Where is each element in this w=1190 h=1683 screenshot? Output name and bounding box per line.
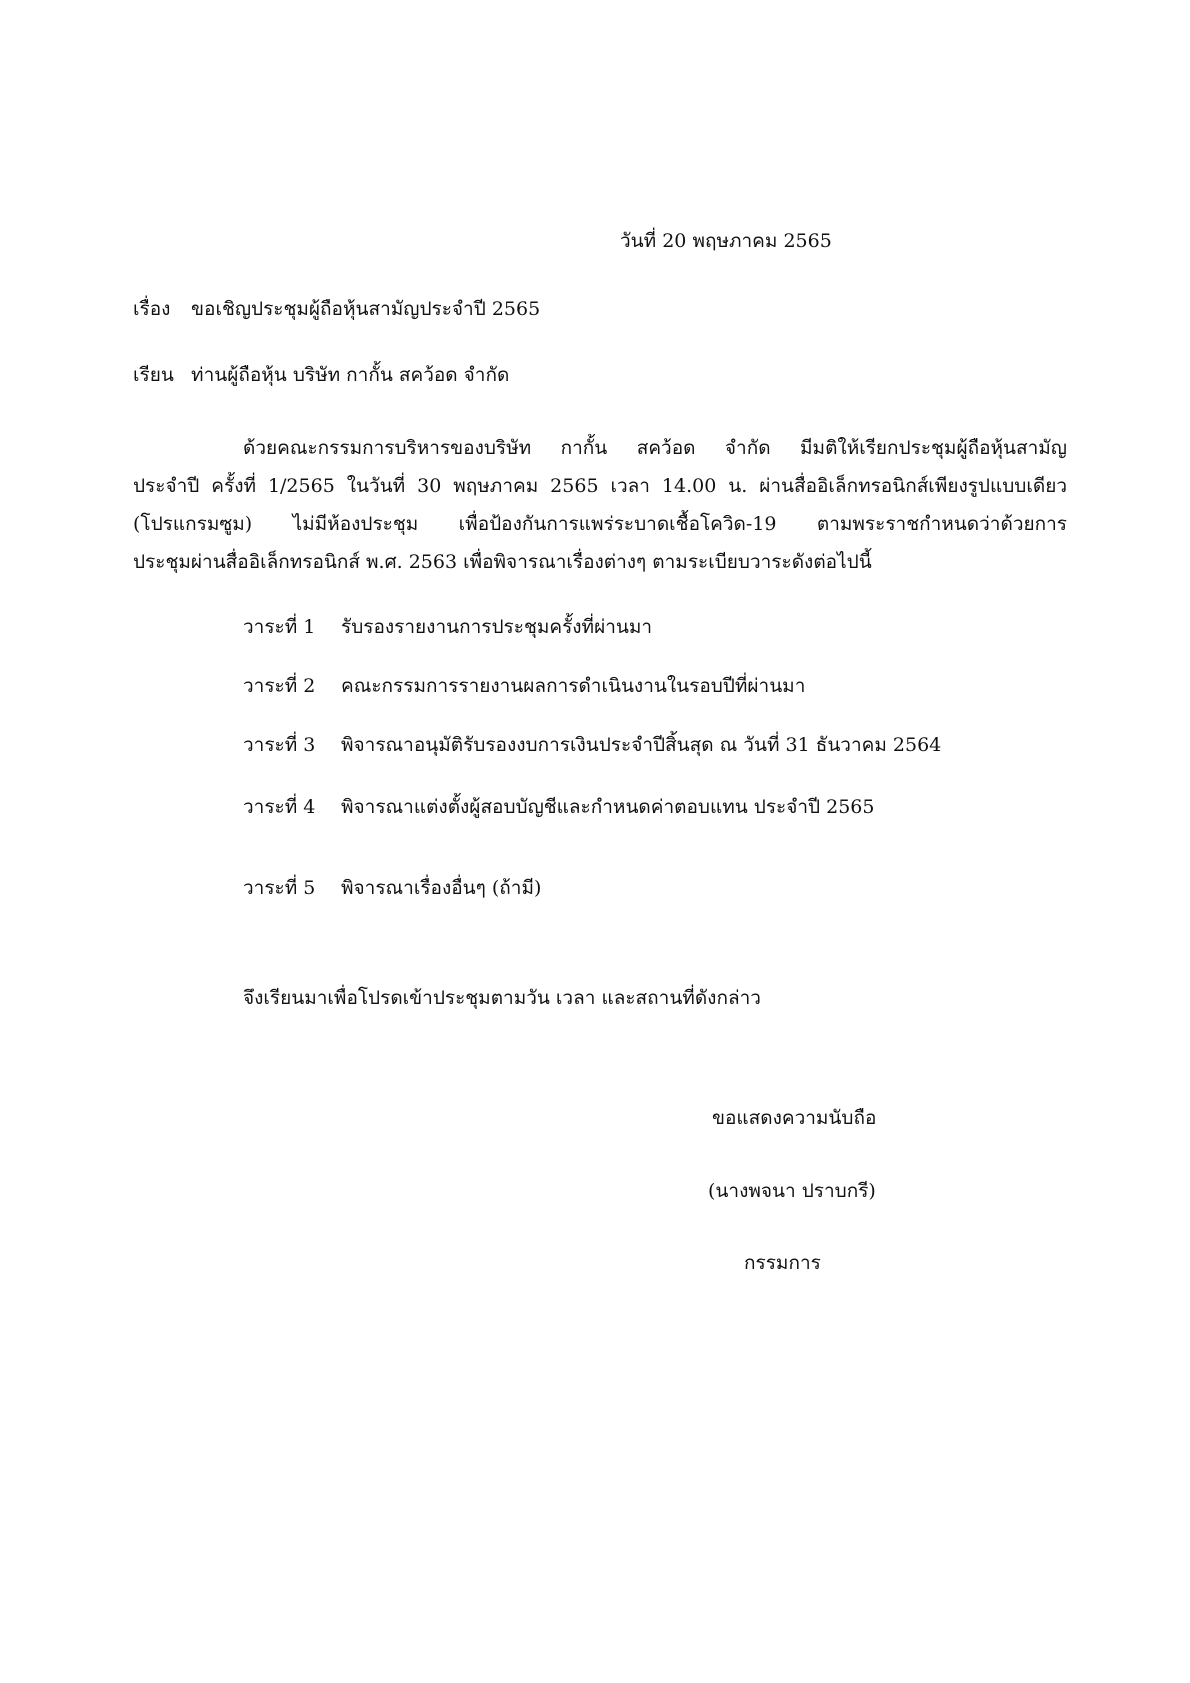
agenda-item — [243, 614, 652, 640]
subject-line — [133, 296, 540, 322]
agenda-text: พิจารณาอนุมัติรับรองงบการเงินประจำปีสิ้นสุด ณ วันที่ 31 ธันวาคม 2564 — [341, 734, 942, 756]
agenda-number: วาระที่ 1 — [243, 616, 316, 638]
agenda-text: พิจารณาแต่งตั้งผู้สอบบัญชีและกำหนดค่าตอบแทน ประจำปี 2565 — [341, 796, 875, 818]
recipient-line — [133, 362, 509, 388]
recipient-label: เรียน — [133, 364, 174, 386]
body-line: ประชุมผ่านสื่ออิเล็กทรอนิกส์ พ.ศ. 2563 เพื่อพิจารณาเรื่องต่างๆ ตามระเบียบวาระดังต่อไปนี้ — [133, 551, 872, 573]
agenda-item — [243, 732, 941, 758]
body-line: (โปรแกรมซูม) ไม่มีห้องประชุม เพื่อป้องกันการแพร่ระบาดเชื้อโควิด-19 ตามพระราชกำหนดว่าด้วยการ — [133, 513, 1067, 535]
agenda-text: รับรองรายงานการประชุมครั้งที่ผ่านมา — [341, 616, 653, 638]
letter-date: วันที่ 20 พฤษภาคม 2565 — [620, 230, 832, 252]
recipient-text: ท่านผู้ถือหุ้น บริษัท กากั้น สคว้อด จำกัด — [191, 364, 510, 386]
subject-text: ขอเชิญประชุมผู้ถือหุ้นสามัญประจำปี 2565 — [191, 298, 541, 320]
agenda-number: วาระที่ 2 — [243, 675, 316, 697]
agenda-item — [243, 875, 541, 901]
body-line: ประจำปี ครั้งที่ 1/2565 ในวันที่ 30 พฤษภาคม 2565 เวลา 14.00 น. ผ่านสื่ออิเล็กทรอนิกส์เพียงรูปแบบเดียว — [133, 475, 1067, 497]
agenda-text: คณะกรรมการรายงานผลการดำเนินงานในรอบปีที่ผ่านมา — [341, 675, 806, 697]
closing-sentence: จึงเรียนมาเพื่อโปรดเข้าประชุมตามวัน เวลา และสถานที่ดังกล่าว — [243, 987, 761, 1009]
agenda-text: พิจารณาเรื่องอื่นๆ (ถ้ามี) — [341, 877, 542, 899]
agenda-number: วาระที่ 3 — [243, 734, 316, 756]
signer-name: (นางพจนา ปราบกรี) — [708, 1180, 876, 1202]
agenda-item — [243, 794, 874, 820]
agenda-number: วาระที่ 4 — [243, 796, 316, 818]
regards-text: ขอแสดงความนับถือ — [712, 1107, 877, 1129]
signer-position: กรรมการ — [744, 1252, 821, 1274]
agenda-item — [243, 673, 805, 699]
subject-label: เรื่อง — [133, 298, 171, 320]
agenda-number: วาระที่ 5 — [243, 877, 316, 899]
body-line: ด้วยคณะกรรมการบริหารของบริษัท กากั้น สคว้อด จำกัด มีมติให้เรียกประชุมผู้ถือหุ้นสามัญ — [243, 437, 1067, 459]
